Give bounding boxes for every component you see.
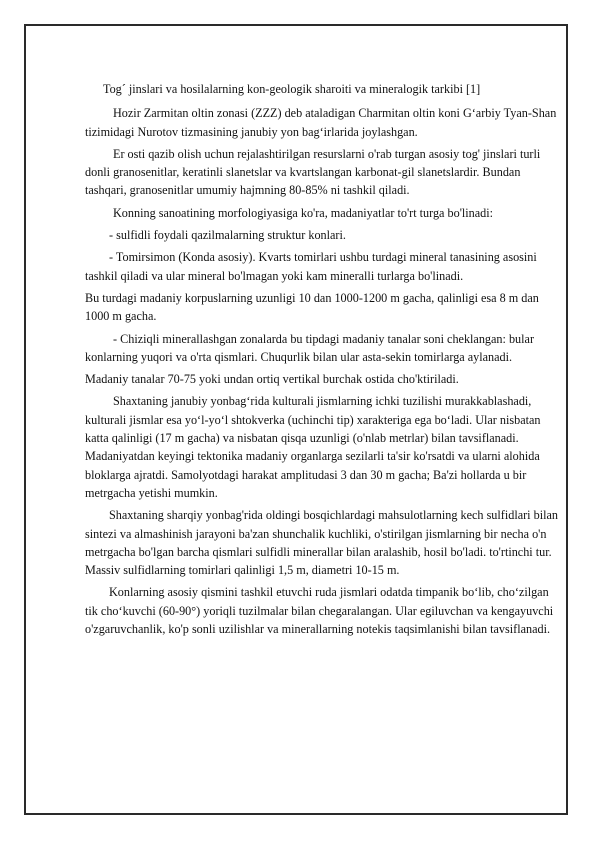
paragraph-host-rocks: Er osti qazib olish uchun rejalashtirilgan resurslarni o'rab turgan asosiy tog' jinslari turli donli granosenitlar, keratinli slanetslar va kvartslangan karbonat-gil slanetslardir. Bundan tashqari, granosenitlar umumiy hajmning 80-85% ni tashkil qiladi. xyxy=(85,146,541,198)
paragraph-location: Hozir Zarmitan oltin zonasi (ZZZ) deb ataladigan Charmitan oltin koni G‘arbiy Tyan-Shan tizimidagi Nurotov tizmasining janubiy yon bag‘irlarida joylashgan. xyxy=(85,106,557,139)
paragraph-dimensions: Bu turdagi madaniy korpuslarning uzunligi 10 dan 1000-1200 m gacha, qalinligi esa 8 m dan 1000 m gacha. xyxy=(85,290,539,324)
paragraph-type-vein: - Tomirsimon (Konda asosiy). Kvarts tomirlari ushbu turdagi mineral tanasining asosini tashkil qiladi va ular mineral bo'lmagan yoki kam mineralli turlarga bo'linadi. xyxy=(85,250,537,283)
paragraph-dip-angle: Madaniy tanalar 70-75 yoki undan ortiq vertikal burchak ostida cho'ktiriladi. xyxy=(85,372,459,387)
document-title: Tog´ jinslari va hosilalarning kon-geologik sharoiti va mineralogik tarkibi [1] xyxy=(103,82,481,96)
paragraph-east-slope: Shaxtaning sharqiy yonbag'rida oldingi bosqichlardagi mahsulotlarning kech sulfidlari bilan sintezi va almashinish jarayoni ba'zan shunchalik kuchliki, o'stirilgan jismlarning bir necha o'n metrgacha bo'lgan barcha qismlari sulfidli minerallar bilan aralashib, hosil bo'ladi. to'rtinchi tur. Massiv sulfidlarning tomirlari qalinligi 1,5 m, diametri 10-15 m. xyxy=(85,508,558,578)
paragraph-morphology-intro: Konning sanoatining morfologiyasiga ko'ra, madaniyatlar to'rt turga bo'linadi: xyxy=(113,205,494,220)
paragraph-type-sulfide: - sulfidli foydali qazilmalarning struktur konlari. xyxy=(109,228,346,243)
paragraph-type-linear: - Chiziqli minerallashgan zonalarda bu tipdagi madaniy tanalar soni cheklangan: bular konlarning yuqori va o'rta qismlari. Chuqurlik bilan ular asta-sekin tomirlarga aylanadi. xyxy=(85,331,535,364)
paragraph-ore-bodies: Konlarning asosiy qismini tashkil etuvchi ruda jismlari odatda timpanik bo‘lib, cho‘zilgan tik cho‘kuvchi (60-90°) yoriqli tuzilmalar bilan chegaralangan. Ular egiluvchan va kengayuvchi o'zgaruvchanlik, ko'p sonli uzilishlar va minerallarning notekis taqsimlanishi bilan tavsiflanadi. xyxy=(85,585,554,637)
document-body xyxy=(85,80,561,638)
paragraph-south-slope: Shaxtaning janubiy yonbag‘rida kulturali jismlarning ichki tuzilishi murakkablashadi, kulturali jismlar esa yo‘l-yo‘l shtokverka (uchinchi tip) xarakteriga ega bo‘ladi. Ular nisbatan katta qalinligi (17 m gacha) va nisbatan qisqa uzunligi (o'nlab metrlar) bilan tavsiflanadi. Madaniyatdan keyingi tektonika madaniy organlarga sezilarli ta'sir ko'rsatdi va ularni alohida bloklarga ajratdi. Samolyotdagi harakat amplitudasi 3 dan 30 m gacha; Ba'zi hollarda u bir metrgacha yetishi mumkin. xyxy=(85,394,541,500)
